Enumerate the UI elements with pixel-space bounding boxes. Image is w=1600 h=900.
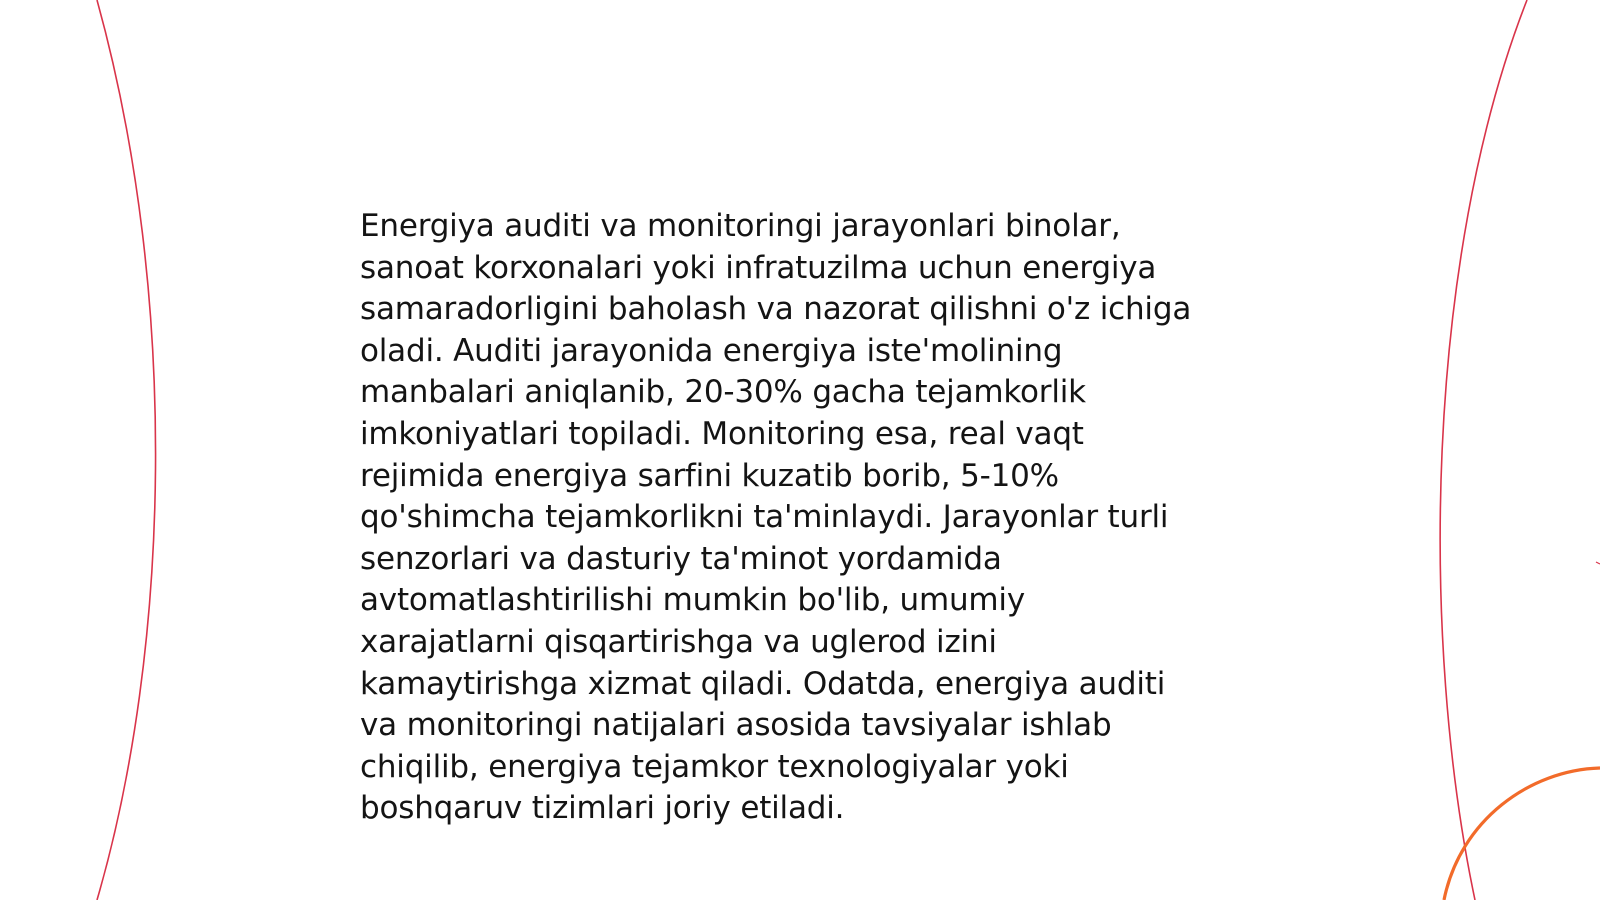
right-edge-tick xyxy=(1596,562,1600,564)
right-curve-line xyxy=(1440,0,1527,900)
body-paragraph: Energiya auditi va monitoringi jarayonlari binolar, sanoat korxonalari yoki infratuzilma uchun energiya samaradorligini baholash va nazorat qilishni o'z ichiga oladi. Auditi jarayonida energiya iste'molining manbalari aniqlanib, 20-30% gacha tejamkorlik imkoniyatlari topiladi. Monitoring esa, real vaqt rejimida energiya sarfini kuzatib borib, 5-10% qo'shimcha tejamkorlikni ta'minlaydi. Jarayonlar turli senzorlari va dasturiy ta'minot yordamida avtomatlashtirilishi mumkin bo'lib, umumiy xarajatlarni qisqartirishga va uglerod izini kamaytirishga xizmat qiladi. Odatda, energiya auditi va monitoringi natijalari asosida tavsiyalar ishlab chiqilib, energiya tejamkor texnologiyalar yoki boshqaruv tizimlari joriy etiladi. xyxy=(360,208,1192,827)
orange-arc xyxy=(1444,768,1600,900)
left-curve-line xyxy=(97,0,156,900)
